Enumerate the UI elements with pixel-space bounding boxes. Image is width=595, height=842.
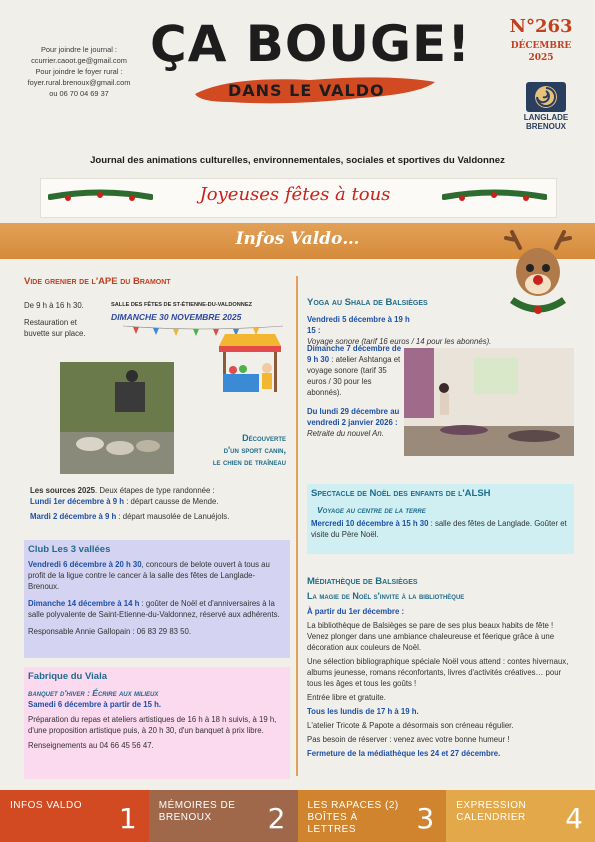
footer-tab-label: LES RAPACES (2) BOÎTES À LETTRES	[307, 800, 399, 835]
club-date-1: Vendredi 6 décembre à 20 h 30	[28, 560, 142, 569]
viala-date: Samedi 6 décembre à partir de 15 h.	[28, 700, 162, 709]
yoga-date-3-detail: Retraite du nouvel An.	[307, 429, 384, 438]
club-heading: Club Les 3 vallées	[28, 544, 111, 555]
contact-line: Pour joindre le journal :	[40, 45, 117, 54]
foyer-rural-logo	[520, 80, 572, 114]
vide-grenier-hours: De 9 h à 16 h 30.	[24, 301, 84, 310]
masthead-subtitle: DANS LE VALDO	[228, 81, 385, 100]
mediatheque-subtitle: La magie de Noël s'invite à la bibliothèque	[307, 591, 465, 601]
sled-dog-body	[30, 485, 292, 522]
yoga-class-photo	[404, 348, 574, 456]
sled-date-1-detail: : départ causse de Mende.	[124, 497, 219, 506]
club-date-2: Dimanche 14 décembre à 14 h	[28, 599, 140, 608]
alsh-box	[307, 484, 574, 554]
banner-text: Joyeuses fêtes à tous	[199, 184, 391, 205]
mediatheque-p3: Entrée libre et gratuite.	[307, 693, 386, 702]
mediatheque-closing: Fermeture de la médiathèque les 24 et 27 décembre.	[307, 749, 501, 758]
footer-tab-label: EXPRESSION CALENDRIER	[456, 800, 527, 823]
market-stall-illustration	[215, 332, 285, 400]
garland-right-icon	[442, 186, 547, 208]
contact-line: Pour joindre le foyer rural :	[35, 67, 123, 76]
footer-tab-number: 1	[118, 802, 137, 835]
vide-grenier-heading: Vide grenier de l'APE du Bramont	[24, 276, 171, 287]
mediatheque-section	[307, 576, 577, 759]
mediatheque-date-1: À partir du 1er décembre :	[307, 607, 405, 616]
poster-date: DIMANCHE 30 NOVEMBRE 2025	[111, 312, 242, 322]
issue-year: 2025	[528, 53, 554, 63]
issue-number: N°263	[509, 16, 573, 37]
sled-dog-heading-line: Découverte	[242, 433, 286, 443]
issue-month: DÉCEMBRE	[510, 41, 572, 51]
yoga-date-1-detail: Voyage sonore (tarif 16 euros / 14 pour les abonnés).	[307, 337, 492, 346]
footer-tab-label: INFOS VALDO	[10, 800, 82, 811]
club-contact: Responsable Annie Gallopain : 06 83 29 83 50.	[28, 627, 191, 636]
mediatheque-heading: Médiathèque de Balsièges	[307, 576, 418, 587]
yoga-block-2	[307, 343, 402, 398]
yoga-date-1: Vendredi 5 décembre à 19 h 15 :	[307, 315, 410, 335]
yoga-date-2: Dimanche 7 décembre de 9 h 30	[307, 344, 402, 364]
vide-grenier-body	[24, 300, 94, 339]
tagline: Journal des animations culturelles, environnementales, sociales et sportives du Valdonnez	[90, 155, 505, 166]
footer-nav	[0, 790, 595, 842]
footer-tab-number: 4	[565, 802, 583, 835]
sources-label: Les sources 2025	[30, 486, 96, 495]
sled-dog-heading	[150, 432, 286, 468]
logo-text-line: BRENOUX	[525, 122, 566, 131]
yoga-date-2-detail: : atelier Ashtanga et voyage sonore (tarif 35 euros / 30 pour les abonnés).	[307, 355, 401, 397]
alsh-heading: Spectacle de Noël des enfants de l'ALSH	[311, 488, 491, 499]
club-date-1-detail: , concours de belote ouvert à tous au profit de la ligue contre le cancer à la salle des fêtes de Langlade-Brenoux.	[28, 560, 270, 591]
mediatheque-p4: L'atelier Tricote & Papote a désormais son créneau régulier.	[307, 721, 514, 730]
footer-tab-label: MÉMOIRES DE BRENOUX	[158, 800, 236, 823]
contact-block	[20, 44, 138, 99]
alsh-date: Mercredi 10 décembre à 15 h 30	[311, 519, 429, 528]
footer-tab-rapaces[interactable]	[298, 790, 447, 842]
viala-info: Renseignements au 04 66 45 56 47.	[28, 741, 154, 750]
section-title: Infos Valdo…	[235, 229, 360, 249]
contact-line: ccurrier.caoot.ge@gmail.com	[31, 56, 127, 65]
alsh-subtitle: Voyage au centre de la terre	[317, 505, 426, 515]
viala-subtitle: banquet d'hiver : Écrire aux milieux	[28, 688, 159, 698]
yoga-date-3: Du lundi 29 décembre au vendredi 2 janvier 2026 :	[307, 407, 400, 427]
footer-tab-infos-valdo[interactable]	[0, 790, 149, 842]
footer-tab-number: 3	[416, 802, 435, 835]
sled-dog-heading-line: le chien de traîneau	[212, 457, 286, 467]
viala-body: Préparation du repas et ateliers artistiques de 16 h à 18 h suivis, à 19 h, d'une proposition artistique puis, à 20 h 30, d'un banquet à prix libre.	[28, 715, 277, 735]
logo-text	[515, 113, 577, 131]
yoga-block-3	[307, 406, 417, 439]
yoga-heading: Yoga au Shala de Balsièges	[307, 297, 428, 308]
club-box	[24, 540, 290, 658]
mediatheque-date-2: Tous les lundis de 17 h à 19 h.	[307, 707, 419, 716]
poster-place: SALLE DES FÊTES DE ST-ÉTIENNE-DU-VALDONNEZ	[111, 302, 252, 308]
vide-grenier-food: Restauration et buvette sur place.	[24, 318, 86, 338]
issue-date	[498, 40, 584, 64]
contact-line: foyer.rural.brenoux@gmail.com	[27, 78, 131, 87]
sled-date-2: Mardi 2 décembre à 9 h	[30, 512, 117, 521]
sources-intro: . Deux étapes de type randonnée :	[95, 486, 215, 495]
club-date-2-detail: : goûter de Noël et d'anniversaires à la salle polyvalente de Saint-Etienne-du-Valdonnez, réservé aux adhérents.	[28, 599, 280, 619]
garland-left-icon	[48, 186, 153, 208]
logo-text-line: LANGLADE	[523, 113, 569, 122]
mediatheque-p5: Pas besoin de réserver : venez avec votre bonne humeur !	[307, 735, 510, 744]
footer-tab-memoires[interactable]	[149, 790, 298, 842]
mediatheque-p2: Une sélection bibliographique spéciale Noël vous attend : contes hivernaux, albums jeunesse, romans réconfortants, livres d'activités créatives… pour tous les âges et tous les goûts !	[307, 657, 569, 688]
viala-heading: Fabrique du Viala	[28, 671, 108, 682]
mediatheque-p1: La bibliothèque de Balsièges se pare de ses plus beaux habits de fête ! Venez plonger dans une ambiance chaleureuse et féerique grâce à une décoration aux couleurs de Noël.	[307, 621, 555, 652]
sled-date-2-detail: : départ mausolée de Lanuéjols.	[116, 512, 230, 521]
alsh-date-detail: : salle des fêtes de Langlade. Goûter et visite du Père Noël.	[311, 519, 567, 539]
footer-tab-number: 2	[267, 802, 286, 835]
contact-line: ou 06 70 04 69 37	[49, 89, 109, 98]
sled-date-1: Lundi 1er décembre à 9 h	[30, 497, 125, 506]
column-divider	[296, 276, 298, 776]
masthead-title: ÇA BOUGE!	[150, 15, 472, 73]
footer-tab-expression[interactable]	[446, 790, 595, 842]
viala-box	[24, 667, 290, 779]
sled-dog-heading-line: d'un sport canin,	[223, 445, 286, 455]
